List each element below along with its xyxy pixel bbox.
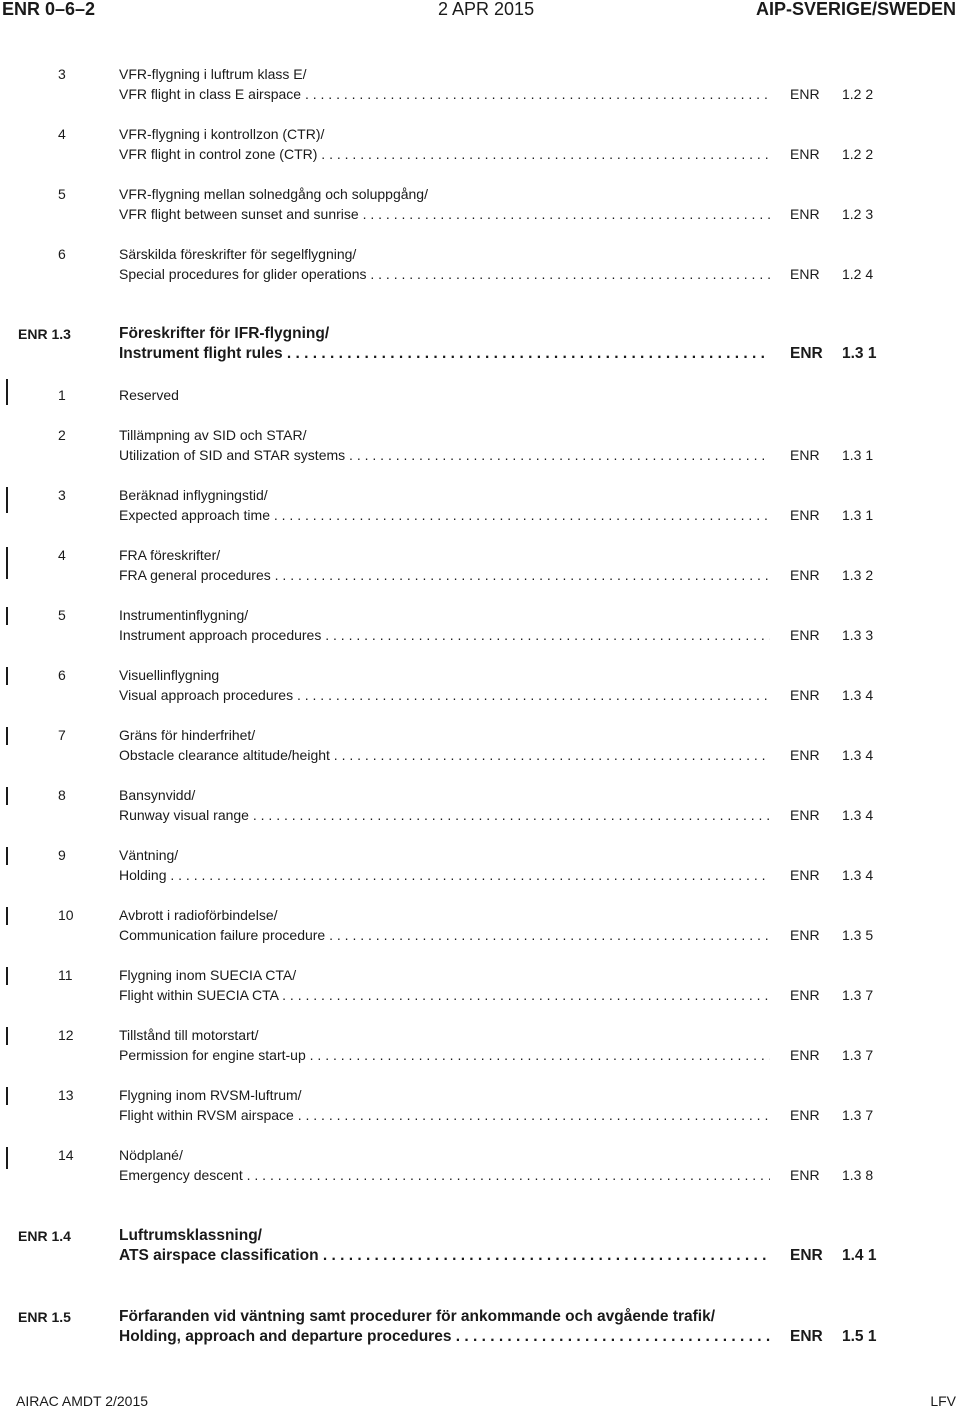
entry-number: 8 bbox=[58, 787, 66, 803]
entry-number: 14 bbox=[58, 1147, 74, 1163]
header-page-ref: ENR 0–6–2 bbox=[2, 0, 96, 19]
entry-number: 7 bbox=[58, 727, 66, 743]
entry-number: 9 bbox=[58, 847, 66, 863]
entry-page-ref: ENR 1.2 3 bbox=[790, 206, 874, 222]
entry-number: 4 bbox=[58, 126, 66, 142]
entry-title-sv: Visuellinflygning bbox=[119, 667, 220, 683]
entry-title-sv: Avbrott i radioförbindelse/ bbox=[119, 907, 278, 923]
entry-title-en: Instrument approach procedures . . . bbox=[119, 625, 770, 645]
section-code: ENR 1.5 bbox=[18, 1309, 71, 1325]
header-publication: AIP-SVERIGE/SWEDEN bbox=[755, 0, 956, 19]
entry-page-ref: ENR 1.3 4 bbox=[790, 807, 874, 823]
entry-title-en: VFR flight between sunset and sunrise . . . bbox=[119, 204, 770, 224]
section-title-en: Holding, approach and departure procedures . . . bbox=[119, 1327, 770, 1347]
entry-title-sv: Gräns för hinderfrihet/ bbox=[119, 727, 256, 743]
entry-page-ref: ENR 1.2 4 bbox=[790, 266, 874, 282]
change-bar bbox=[6, 547, 8, 579]
entry-number: 5 bbox=[58, 607, 66, 623]
entry-title-en: Flight within RVSM airspace . . . bbox=[119, 1105, 770, 1125]
entry-title-en: FRA general procedures . . . bbox=[119, 565, 770, 585]
change-bar bbox=[6, 907, 8, 925]
entry-number: 6 bbox=[58, 246, 66, 262]
entry-page-ref: ENR 1.3 1 bbox=[790, 447, 874, 463]
change-bar bbox=[6, 667, 8, 685]
section-code: ENR 1.3 bbox=[18, 326, 71, 342]
entry-title-en: Emergency descent . . . bbox=[119, 1165, 770, 1185]
section-page-ref: ENR 1.4 1 bbox=[790, 1247, 877, 1264]
entry-number: 11 bbox=[58, 967, 73, 983]
section-title-sv: Luftrumsklassning/ bbox=[119, 1227, 262, 1244]
entry-title-en: Communication failure procedure . . . bbox=[119, 925, 770, 945]
section-page-ref: ENR 1.5 1 bbox=[790, 1328, 877, 1345]
entry-title-sv: Särskilda föreskrifter för segelflygning/ bbox=[119, 246, 357, 262]
entry-title-en: VFR flight in class E airspace . . . bbox=[119, 84, 770, 104]
entry-title-en: Utilization of SID and STAR systems . . . bbox=[119, 445, 770, 465]
entry-title-sv: Tillstånd till motorstart/ bbox=[119, 1027, 259, 1043]
entry-page-ref: ENR 1.2 2 bbox=[790, 86, 874, 102]
entry-title-sv: FRA föreskrifter/ bbox=[119, 547, 221, 563]
entry-title-sv: Nödplané/ bbox=[119, 1147, 183, 1163]
change-bar bbox=[6, 607, 8, 625]
change-bar bbox=[6, 967, 8, 985]
section-title-sv: Förfaranden vid väntning samt procedurer för ankommande och avgående trafik/ bbox=[119, 1308, 716, 1325]
entry-title-en: Permission for engine start-up . . . bbox=[119, 1045, 770, 1065]
entry-title-en: VFR flight in control zone (CTR) . . . bbox=[119, 144, 770, 164]
entry-page-ref: ENR 1.3 7 bbox=[790, 1047, 874, 1063]
entry-title-sv: Instrumentinflygning/ bbox=[119, 607, 249, 623]
entry-page-ref: ENR 1.3 5 bbox=[790, 927, 874, 943]
entry-page-ref: ENR 1.3 4 bbox=[790, 867, 874, 883]
entry-number: 2 bbox=[58, 427, 66, 443]
entry-page-ref: ENR 1.3 4 bbox=[790, 747, 874, 763]
entry-page-ref: ENR 1.3 1 bbox=[790, 507, 874, 523]
entry-title-sv: Flygning inom RVSM-luftrum/ bbox=[119, 1087, 302, 1103]
entry-title-en: Runway visual range . . . bbox=[119, 805, 770, 825]
section-title-en: Instrument flight rules . . . bbox=[119, 344, 770, 364]
change-bar bbox=[6, 1027, 8, 1045]
entry-number: 12 bbox=[58, 1027, 74, 1043]
entry-title-sv: VFR-flygning i kontrollzon (CTR)/ bbox=[119, 126, 325, 142]
entry-page-ref: ENR 1.3 7 bbox=[790, 1107, 874, 1123]
section-title-sv: Föreskrifter för IFR-flygning/ bbox=[119, 325, 330, 342]
section-code: ENR 1.4 bbox=[18, 1228, 71, 1244]
entry-title-sv: VFR-flygning i luftrum klass E/ bbox=[119, 66, 307, 82]
entry-page-ref: ENR 1.2 2 bbox=[790, 146, 874, 162]
entry-title-sv: Reserved bbox=[119, 387, 179, 403]
change-bar bbox=[6, 487, 8, 513]
header-date: 2 APR 2015 bbox=[438, 0, 535, 19]
entry-number: 10 bbox=[58, 907, 74, 923]
entry-number: 3 bbox=[58, 487, 66, 503]
entry-title-sv: VFR-flygning mellan solnedgång och soluppgång/ bbox=[119, 186, 428, 202]
entry-title-sv: Bansynvidd/ bbox=[119, 787, 196, 803]
change-bar bbox=[6, 727, 8, 745]
change-bar bbox=[6, 1087, 8, 1105]
entry-number: 1 bbox=[58, 387, 66, 403]
entry-page-ref: ENR 1.3 7 bbox=[790, 987, 874, 1003]
entry-title-sv: Väntning/ bbox=[119, 847, 179, 863]
entry-title-sv: Flygning inom SUECIA CTA/ bbox=[119, 967, 297, 983]
footer-publisher: LFV bbox=[930, 1393, 956, 1409]
entry-title-en: Visual approach procedures . . . bbox=[119, 685, 770, 705]
entry-title-sv: Beräknad inflygningstid/ bbox=[119, 487, 268, 503]
entry-title-en: Obstacle clearance altitude/height . . . bbox=[119, 745, 770, 765]
section-title-en: ATS airspace classification . . . bbox=[119, 1246, 770, 1266]
change-bar bbox=[6, 847, 8, 865]
page-header bbox=[0, 0, 960, 20]
footer-amendment: AIRAC AMDT 2/2015 bbox=[16, 1393, 149, 1409]
entry-page-ref: ENR 1.3 4 bbox=[790, 687, 874, 703]
change-bar bbox=[6, 379, 8, 405]
section-page-ref: ENR 1.3 1 bbox=[790, 345, 877, 362]
entry-number: 4 bbox=[58, 547, 66, 563]
entry-title-en: Expected approach time . . . bbox=[119, 505, 770, 525]
entry-title-en: Special procedures for glider operations . . . bbox=[119, 264, 770, 284]
entry-number: 6 bbox=[58, 667, 66, 683]
entry-number: 3 bbox=[58, 66, 66, 82]
change-bar bbox=[6, 787, 8, 805]
entry-page-ref: ENR 1.3 3 bbox=[790, 627, 874, 643]
entry-title-sv: Tillämpning av SID och STAR/ bbox=[119, 427, 307, 443]
entry-number: 5 bbox=[58, 186, 66, 202]
change-bar bbox=[6, 1147, 8, 1169]
entry-title-en: Holding . . . bbox=[119, 865, 770, 885]
entry-page-ref: ENR 1.3 8 bbox=[790, 1167, 874, 1183]
entry-number: 13 bbox=[58, 1087, 74, 1103]
entry-title-en: Flight within SUECIA CTA . . . bbox=[119, 985, 770, 1005]
entry-page-ref: ENR 1.3 2 bbox=[790, 567, 874, 583]
